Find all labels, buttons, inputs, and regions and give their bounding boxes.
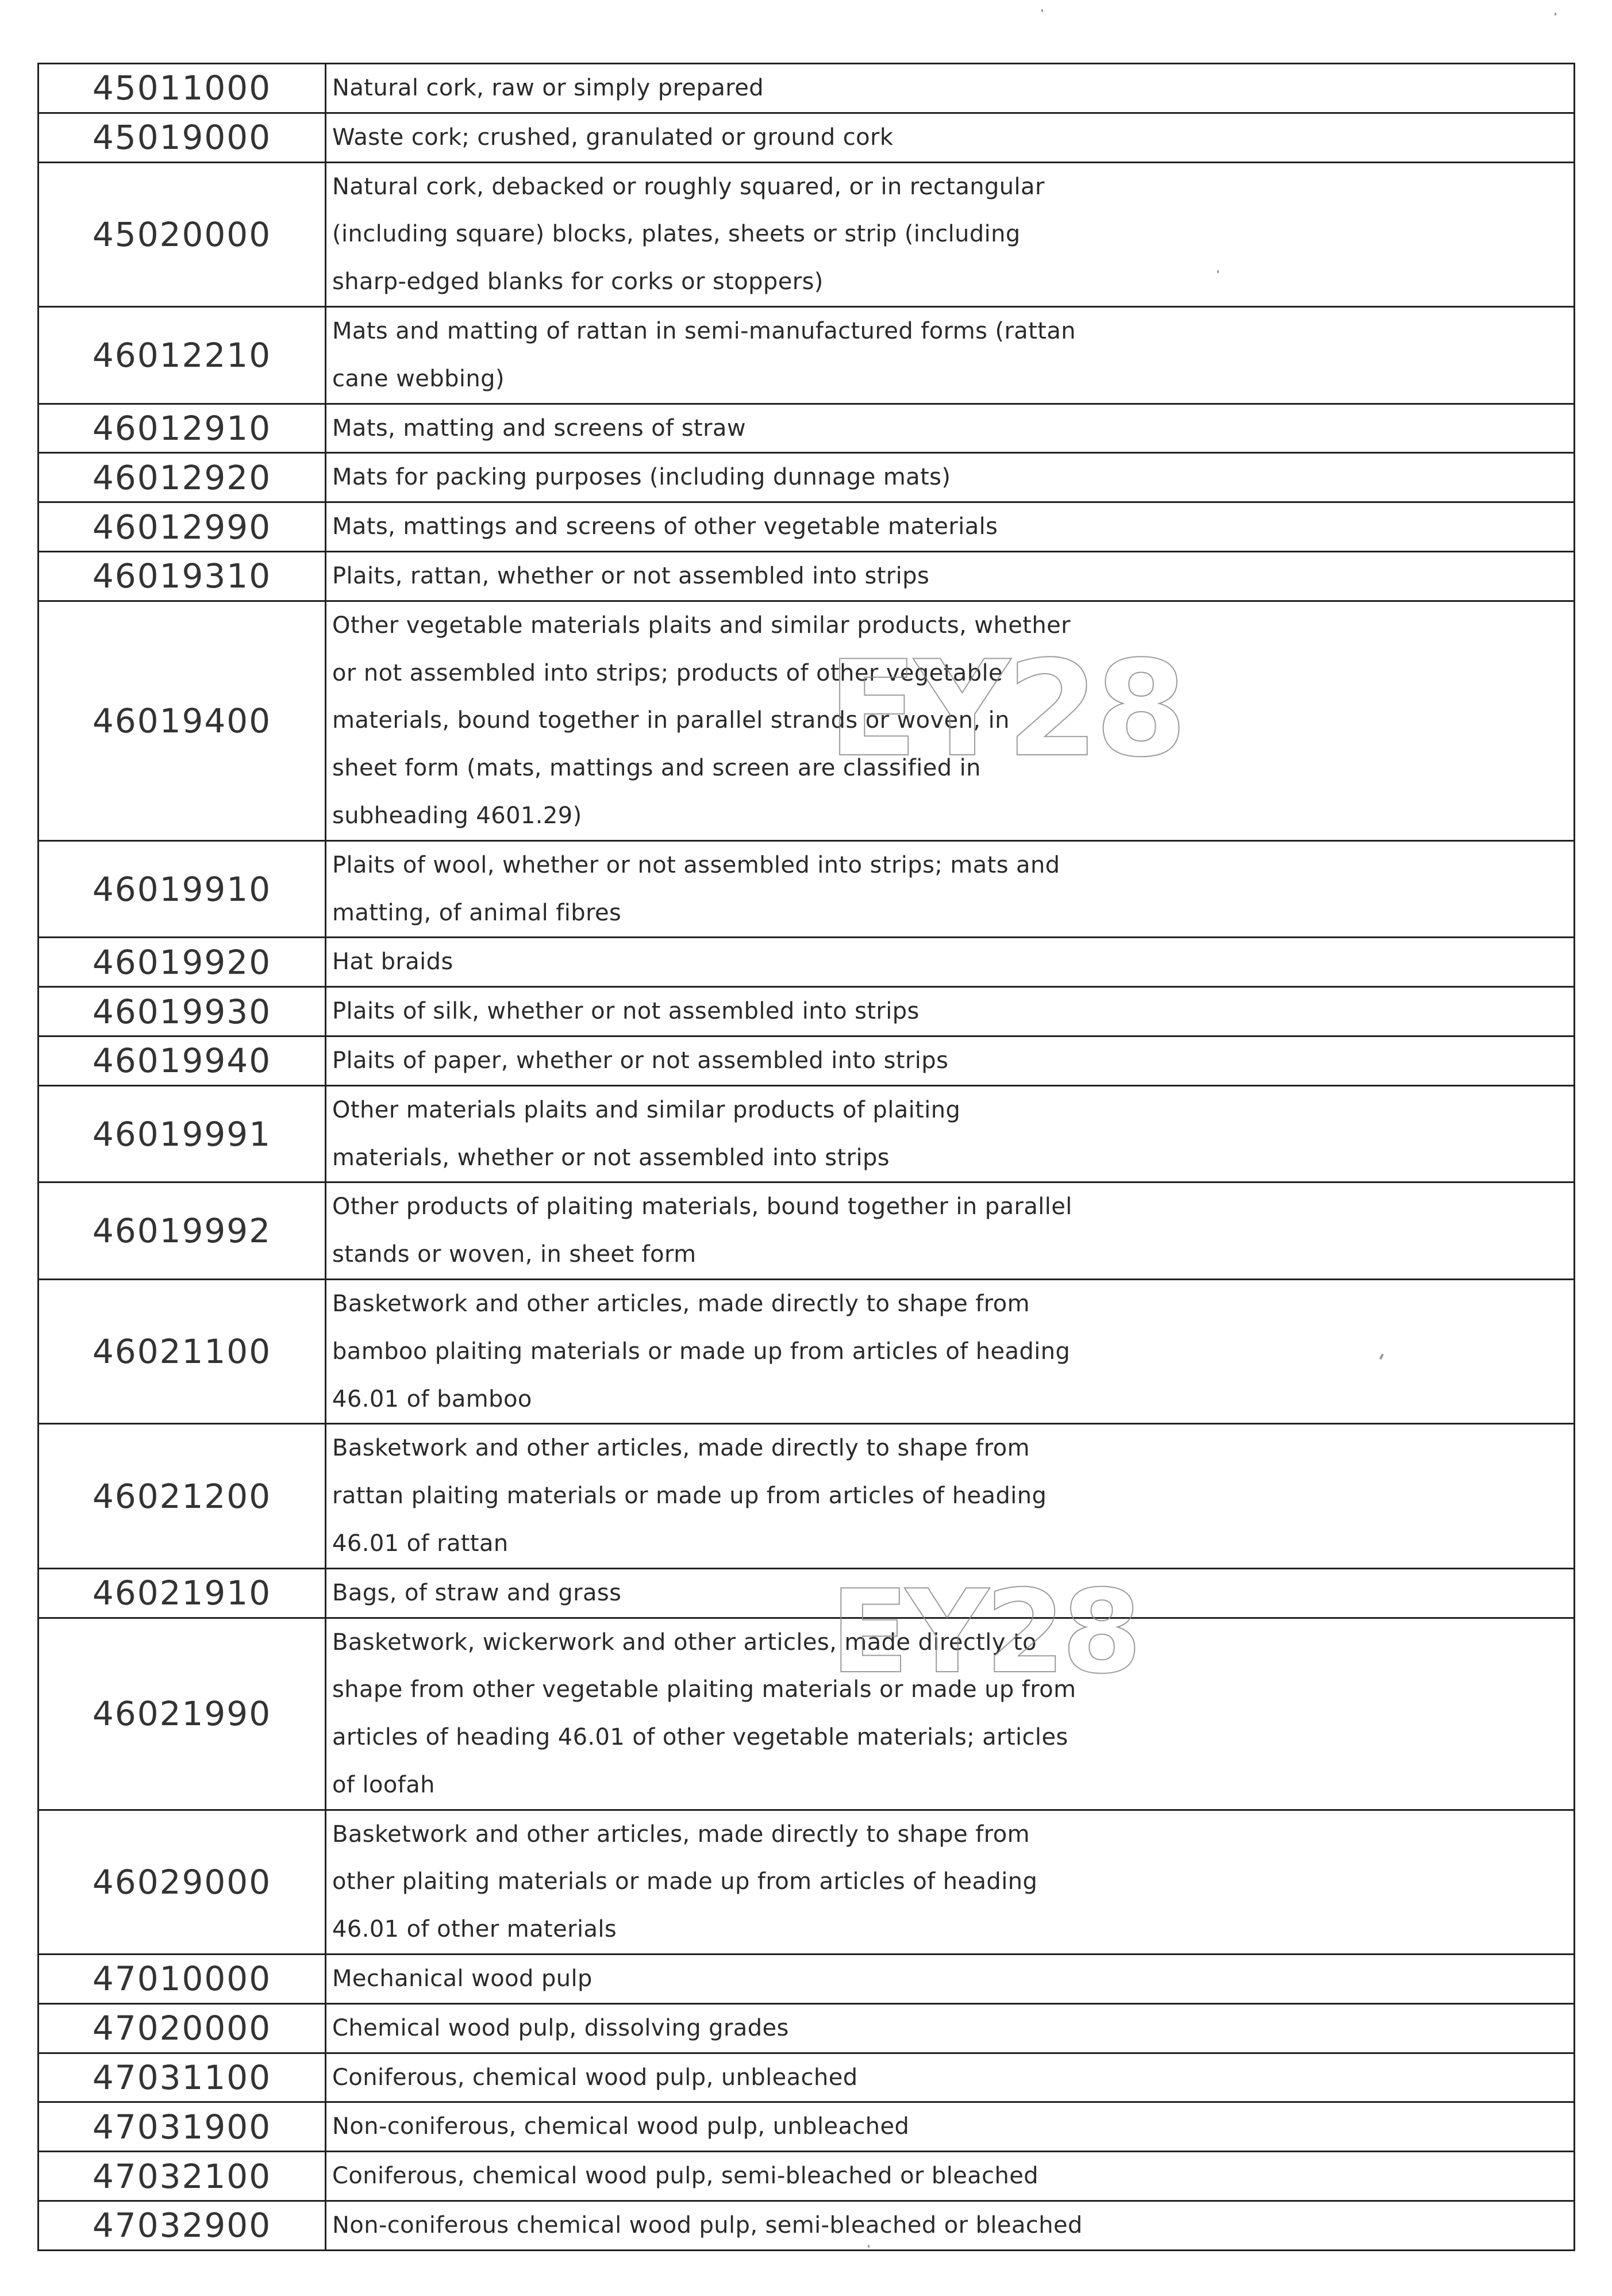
tariff-code-cell: 46012990 [39,502,326,552]
tariff-table-body [39,64,1575,2251]
table-row [39,551,1575,601]
tariff-code-cell: 47020000 [39,2003,326,2053]
tariff-code-cell: 46019992 [39,1182,326,1280]
description-line: 46.01 of bamboo [332,1385,532,1412]
description-cell [326,1424,1575,1568]
tariff-code-cell: 46019930 [39,987,326,1036]
description-line: stands or woven, in sheet form [332,1241,697,1268]
description-line: materials, bound together in parallel strands or woven, in [332,707,1010,734]
description-cell [326,2201,1575,2251]
description-cell [326,64,1575,113]
description-line: Coniferous, chemical wood pulp, semi-bleached or bleached [332,2163,1039,2190]
table-row [39,1810,1575,1954]
description-cell [326,987,1575,1036]
tariff-code-cell: 46021200 [39,1424,326,1568]
table-row [39,1568,1575,1618]
table-row [39,2102,1575,2152]
table-row [39,404,1575,453]
description-line: Plaits, rattan, whether or not assembled into strips [332,562,930,589]
description-line: Mats, matting and screens of straw [332,414,746,441]
tariff-code-cell: 45020000 [39,162,326,306]
description-cell [326,306,1575,404]
description-line: Plaits of silk, whether or not assembled into strips [332,998,920,1025]
description-line: Plaits of wool, whether or not assembled into strips; mats and [332,851,1060,878]
table-row [39,1085,1575,1182]
tariff-code-cell: 46019910 [39,840,326,938]
description-line: Basketwork, wickerwork and other articles, made directly to [332,1629,1037,1656]
description-line: Non-coniferous chemical wood pulp, semi-bleached or bleached [332,2212,1083,2239]
table-row [39,64,1575,113]
tariff-code-cell: 46021100 [39,1279,326,1423]
scan-speck [1217,270,1219,273]
tariff-code-cell: 46019940 [39,1036,326,1085]
tariff-code-cell: 46012210 [39,306,326,404]
table-row [39,1955,1575,2004]
description-cell [326,1568,1575,1618]
description-line: of loofah [332,1771,435,1798]
tariff-code-cell: 46019920 [39,938,326,987]
description-cell [326,2053,1575,2102]
description-cell [326,1085,1575,1182]
description-cell [326,453,1575,502]
description-cell [326,2003,1575,2053]
table-row [39,2053,1575,2102]
description-cell [326,2102,1575,2152]
table-row [39,1182,1575,1280]
description-line: Coniferous, chemical wood pulp, unbleached [332,2064,858,2091]
description-line: subheading 4601.29) [332,802,582,829]
description-line: Non-coniferous, chemical wood pulp, unbleached [332,2113,910,2140]
description-cell [326,551,1575,601]
description-line: Mats and matting of rattan in semi-manufactured forms (rattan [332,317,1076,344]
table-row [39,601,1575,840]
description-cell [326,840,1575,938]
scan-speck [868,2245,870,2248]
description-cell [326,113,1575,162]
tariff-code-cell: 47032100 [39,2152,326,2201]
table-row [39,113,1575,162]
description-line: Other products of plaiting materials, bound together in parallel [332,1193,1072,1220]
description-line: Bags, of straw and grass [332,1579,622,1606]
description-line: sharp-edged blanks for corks or stoppers) [332,268,824,295]
tariff-code-cell: 45019000 [39,113,326,162]
description-cell [326,938,1575,987]
description-line: Mats for packing purposes (including dunnage mats) [332,464,951,491]
description-line: Natural cork, debacked or roughly squared, or in rectangular [332,173,1045,200]
description-line: materials, whether or not assembled into strips [332,1144,890,1171]
table-row [39,840,1575,938]
description-line: 46.01 of other materials [332,1916,617,1943]
table-row [39,1424,1575,1568]
description-line: Chemical wood pulp, dissolving grades [332,2014,789,2041]
description-cell [326,1618,1575,1810]
description-line: or not assembled into strips; products of other vegetable [332,659,1003,686]
description-line: Basketwork and other articles, made directly to shape from [332,1821,1030,1848]
tariff-code-cell: 47032900 [39,2201,326,2251]
tariff-code-cell: 46012910 [39,404,326,453]
description-line: shape from other vegetable plaiting materials or made up from [332,1676,1076,1703]
description-line: articles of heading 46.01 of other vegetable materials; articles [332,1724,1068,1751]
description-line: Other materials plaits and similar products of plaiting [332,1096,961,1123]
tariff-code-cell: 47010000 [39,1955,326,2004]
description-cell [326,601,1575,840]
tariff-code-cell: 46021910 [39,1568,326,1618]
tariff-code-table [37,63,1575,2251]
description-cell [326,502,1575,552]
tariff-code-cell: 47031100 [39,2053,326,2102]
description-line: Basketwork and other articles, made directly to shape from [332,1435,1030,1462]
description-line: Hat braids [332,949,453,976]
description-line: other plaiting materials or made up from articles of heading [332,1868,1038,1895]
tariff-code-cell: 46021990 [39,1618,326,1810]
description-line: matting, of animal fibres [332,899,622,926]
table-row [39,306,1575,404]
description-line: Natural cork, raw or simply prepared [332,75,764,101]
description-cell [326,1955,1575,2004]
description-line: sheet form (mats, mattings and screen are classified in [332,755,981,782]
table-row [39,1036,1575,1085]
description-line: Plaits of paper, whether or not assembled into strips [332,1047,949,1074]
description-cell [326,1036,1575,1085]
description-cell [326,1182,1575,1280]
table-row [39,502,1575,552]
table-row [39,2152,1575,2201]
description-line: Basketwork and other articles, made directly to shape from [332,1290,1030,1317]
table-row [39,453,1575,502]
description-line: Waste cork; crushed, granulated or ground cork [332,124,894,151]
description-line: Mats, mattings and screens of other vegetable materials [332,513,998,540]
tariff-code-cell: 46019310 [39,551,326,601]
description-cell [326,1279,1575,1423]
description-line: Mechanical wood pulp [332,1965,593,1992]
description-cell [326,1810,1575,1954]
description-line: cane webbing) [332,365,505,392]
table-row [39,938,1575,987]
scan-speck [1555,13,1556,16]
description-line: 46.01 of rattan [332,1530,509,1557]
tariff-code-cell: 45011000 [39,64,326,113]
table-row [39,1618,1575,1810]
tariff-code-cell: 46012920 [39,453,326,502]
ey28-stamp: EY28 [828,633,1184,786]
scan-speck [1041,9,1043,12]
description-line: (including square) blocks, plates, sheets or strip (including [332,221,1021,248]
description-line: rattan plaiting materials or made up from articles of heading [332,1483,1047,1510]
tariff-code-cell: 47031900 [39,2102,326,2152]
description-cell [326,404,1575,453]
description-cell [326,2152,1575,2201]
description-cell [326,162,1575,306]
table-row [39,987,1575,1036]
table-row [39,162,1575,306]
tariff-code-cell: 46019400 [39,601,326,840]
ey28-stamp: EY28 [830,1565,1138,1699]
table-row [39,2003,1575,2053]
table-row [39,2201,1575,2251]
description-line: Other vegetable materials plaits and similar products, whether [332,612,1071,639]
tariff-code-cell: 46019991 [39,1085,326,1182]
table-row [39,1279,1575,1423]
tariff-code-cell: 46029000 [39,1810,326,1954]
description-line: bamboo plaiting materials or made up from articles of heading [332,1338,1071,1365]
